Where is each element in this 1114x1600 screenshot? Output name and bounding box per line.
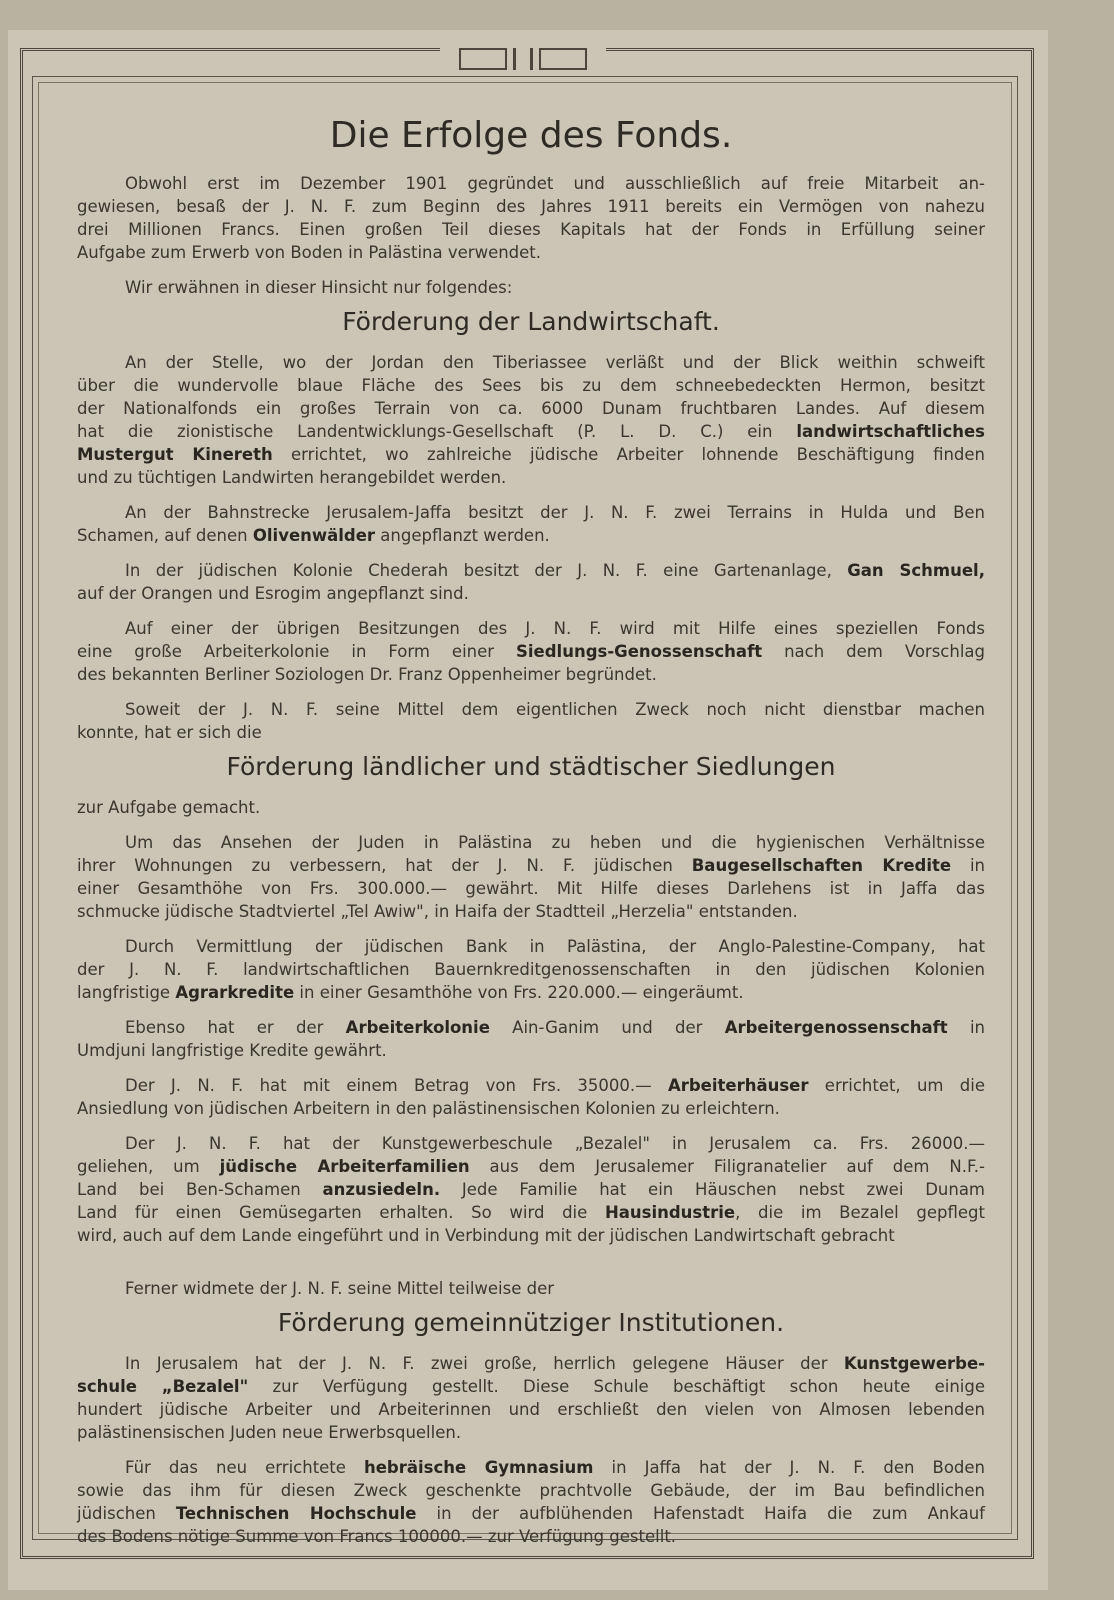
text-line (77, 443, 985, 466)
bold-text: landwirtschaftliches (796, 422, 985, 441)
paragraph (77, 1277, 985, 1300)
text-segment: Der J. N. F. hat mit einem Betrag von Frs. 35000.— (125, 1076, 668, 1095)
text-line (77, 276, 985, 299)
text-segment: angepflanzt werden. (375, 526, 550, 545)
text-segment: An der Bahnstrecke Jerusalem-Jaffa besitzt der J. N. F. zwei Terrains in Hulda und Ben (125, 503, 985, 522)
ornament-box-left (459, 48, 507, 70)
paragraph (77, 1352, 985, 1444)
text-segment: und zu tüchtigen Landwirten herangebildet werden. (77, 468, 507, 487)
bold-text: Agrarkredite (175, 983, 295, 1002)
text-segment: ihrer Wohnungen zu verbessern, hat der J. N. F. jüdischen (77, 856, 692, 875)
text-line (77, 854, 985, 877)
text-segment: konnte, hat er sich die (77, 723, 262, 742)
text-line (77, 900, 985, 923)
text-segment: in Jaffa hat der J. N. F. den Boden (593, 1458, 985, 1477)
text-segment: in (951, 856, 985, 875)
text-segment: der J. N. F. landwirtschaftlichen Bauernkreditgenossenschaften in den jüdischen Kolonien (77, 960, 985, 979)
bold-text: Olivenwälder (252, 526, 376, 545)
text-line (77, 935, 985, 958)
text-segment: hundert jüdische Arbeiter und Arbeiterinnen und erschließt den vielen von Almosen lebenden (77, 1400, 985, 1419)
text-line (77, 1502, 985, 1525)
text-segment: Obwohl erst im Dezember 1901 gegründet und ausschließlich auf freie Mitarbeit an- (125, 174, 985, 193)
section-heading: Förderung ländlicher und städtischer Siedlungen (226, 752, 836, 781)
text-line (77, 640, 985, 663)
text-segment: wird, auch auf dem Lande eingeführt und in Verbindung mit der jüdischen Landwirtschaft gebracht (77, 1226, 895, 1245)
text-line (77, 1352, 985, 1375)
text-segment: palästinensischen Juden neue Erwerbsquellen. (77, 1423, 462, 1442)
text-segment: über die wundervolle blaue Fläche des Sees bis zu dem schneebedeckten Hermon, besitzt (77, 376, 985, 395)
text-line (77, 1479, 985, 1502)
text-segment: drei Millionen Francs. Einen großen Teil dieses Kapitals hat der Fonds in Erfüllung seiner (77, 220, 985, 239)
text-segment: Aufgabe zum Erwerb von Boden in Palästina verwendet. (77, 243, 542, 262)
text-line (77, 1224, 985, 1247)
text-segment: in (947, 1018, 985, 1037)
paragraph (77, 1074, 985, 1120)
text-segment: nach dem Vorschlag (762, 642, 986, 661)
text-segment: hat die zionistische Landentwicklungs-Gesellschaft (P. L. D. C.) ein (77, 422, 797, 441)
top-ornament (440, 46, 606, 72)
paragraph (77, 617, 985, 686)
text-line (77, 698, 985, 721)
text-segment: in der aufblühenden Hafenstadt Haifa die zum Ankauf (416, 1504, 985, 1523)
text-line (77, 374, 985, 397)
text-line (77, 981, 985, 1004)
text-segment: zur Verfügung gestellt. Diese Schule beschäftigt schon heute einige (248, 1377, 985, 1396)
paragraph (77, 698, 985, 744)
text-segment: eine große Arbeiterkolonie in Form einer (77, 642, 517, 661)
section-heading: Förderung gemeinnütziger Institutionen. (277, 1308, 785, 1337)
bold-text: jüdische Arbeiterfamilien (219, 1157, 470, 1176)
text-line (77, 1525, 985, 1548)
text-segment: , die im Bezalel gepflegt (735, 1203, 985, 1222)
bold-text: Arbeiterkolonie (345, 1018, 490, 1037)
text-segment: Jede Familie hat ein Häuschen nebst zwei Dunam (440, 1180, 986, 1199)
bold-text: Hausindustrie (604, 1203, 736, 1222)
text-line (77, 582, 985, 605)
paragraph (77, 351, 985, 489)
text-segment: errichtet, wo zahlreiche jüdische Arbeiter lohnende Beschäftigung finden (272, 445, 986, 464)
text-segment: Um das Ansehen der Juden in Palästina zu heben und die hygienischen Verhältnisse (125, 833, 985, 852)
text-line (77, 351, 985, 374)
text-segment: gewiesen, besaß der J. N. F. zum Beginn des Jahres 1911 bereits ein Vermögen von nahezu (77, 197, 985, 216)
text-line (77, 1155, 985, 1178)
text-segment: Für das neu errichtete (125, 1458, 364, 1477)
paragraph (77, 831, 985, 923)
bold-text: Siedlungs-Genossenschaft (516, 642, 763, 661)
bold-text: schule „Bezalel" (77, 1377, 249, 1396)
text-segment: Ebenso hat er der (125, 1018, 346, 1037)
text-segment: jüdischen (77, 1504, 176, 1523)
text-line (77, 1201, 985, 1224)
text-segment: einer Gesamthöhe von Frs. 300.000.— gewährt. Mit Hilfe dieses Darlehens ist in Jaffa das (77, 879, 985, 898)
text-line (77, 617, 985, 640)
text-segment: schmucke jüdische Stadtviertel „Tel Awiw", in Haifa der Stadtteil „Herzelia" entstanden. (77, 902, 798, 921)
text-segment: des bekannten Berliner Soziologen Dr. Franz Oppenheimer begründet. (77, 665, 657, 684)
text-segment: Ferner widmete der J. N. F. seine Mittel teilweise der (125, 1279, 555, 1298)
text-line (77, 218, 985, 241)
text-line (77, 663, 985, 686)
text-segment: Ain-Ganim und der (489, 1018, 725, 1037)
text-segment: In der jüdischen Kolonie Chederah besitzt der J. N. F. eine Gartenanlage, (125, 561, 848, 580)
text-segment: auf der Orangen und Esrogim angepflanzt sind. (77, 584, 469, 603)
text-segment: An der Stelle, wo der Jordan den Tiberiassee verläßt und der Blick weithin schweift (125, 353, 985, 372)
text-line (77, 501, 985, 524)
text-line (77, 172, 985, 195)
section-heading: Förderung der Landwirtschaft. (342, 307, 720, 336)
text-line (77, 877, 985, 900)
bold-text: Arbeitergenossenschaft (724, 1018, 948, 1037)
text-line (77, 1375, 985, 1398)
text-segment: des Bodens nötige Summe von Francs 100000.— zur Verfügung gestellt. (77, 1527, 677, 1546)
text-segment: Soweit der J. N. F. seine Mittel dem eigentlichen Zweck noch nicht dienstbar machen (125, 700, 985, 719)
ornament-box-right (539, 48, 587, 70)
text-line (77, 1398, 985, 1421)
text-line (77, 195, 985, 218)
text-line (77, 1456, 985, 1479)
paragraph (77, 1132, 985, 1247)
text-segment: Land bei Ben-Schamen (77, 1180, 323, 1199)
bold-text: Arbeiterhäuser (667, 1076, 809, 1095)
text-line (77, 1016, 985, 1039)
bold-text: Mustergut Kinereth (77, 445, 273, 464)
paragraph (77, 796, 985, 819)
text-line (77, 420, 985, 443)
text-segment: In Jerusalem hat der J. N. F. zwei große, herrlich gelegene Häuser der (125, 1354, 844, 1373)
text-line (77, 1074, 985, 1097)
text-line (77, 397, 985, 420)
text-segment: Der J. N. F. hat der Kunstgewerbeschule „Bezalel" in Jerusalem ca. Frs. 26000.— (125, 1134, 985, 1153)
paragraph (77, 1016, 985, 1062)
bold-text: hebräische Gymnasium (363, 1458, 594, 1477)
text-line (77, 466, 985, 489)
text-line (77, 1132, 985, 1155)
text-line (77, 241, 985, 264)
text-line (77, 721, 985, 744)
paragraph (77, 935, 985, 1004)
text-line (77, 1277, 985, 1300)
text-line (77, 958, 985, 981)
text-segment: langfristige (77, 983, 176, 1002)
bold-text: Baugesellschaften Kredite (691, 856, 952, 875)
text-segment: aus dem Jerusalemer Filigranatelier auf dem N.F.- (469, 1157, 986, 1176)
text-line (77, 796, 985, 819)
paragraph (77, 501, 985, 547)
document-body (77, 112, 985, 1548)
text-line (77, 524, 985, 547)
bold-text: anzusiedeln. (322, 1180, 441, 1199)
text-segment: errichtet, um die (808, 1076, 985, 1095)
paragraph (77, 276, 985, 299)
text-segment: der Nationalfonds ein großes Terrain von ca. 6000 Dunam fruchtbaren Landes. Auf diesem (77, 399, 985, 418)
paragraph (77, 172, 985, 264)
text-segment: zur Aufgabe gemacht. (77, 798, 261, 817)
text-line (77, 1421, 985, 1444)
page-title: Die Erfolge des Fonds. (329, 115, 733, 156)
text-line (77, 1039, 985, 1062)
paragraph (77, 559, 985, 605)
text-segment: geliehen, um (77, 1157, 220, 1176)
text-segment: Wir erwähnen in dieser Hinsicht nur folgendes: (125, 278, 513, 297)
text-segment: Ansiedlung von jüdischen Arbeitern in den palästinensischen Kolonien zu erleichtern. (77, 1099, 780, 1118)
text-line (77, 1097, 985, 1120)
paragraph (77, 1456, 985, 1548)
text-line (77, 559, 985, 582)
text-segment: Durch Vermittlung der jüdischen Bank in Palästina, der Anglo-Palestine-Company, hat (125, 937, 985, 956)
text-segment: sowie das ihm für diesen Zweck geschenkte prachtvolle Gebäude, der im Bau befindlichen (77, 1481, 985, 1500)
bold-text: Gan Schmuel, (847, 561, 985, 580)
text-segment: in einer Gesamthöhe von Frs. 220.000.— eingeräumt. (294, 983, 744, 1002)
bold-text: Kunstgewerbe- (843, 1354, 985, 1373)
ornament-bar (513, 48, 533, 70)
text-line (77, 831, 985, 854)
text-segment: Land für einen Gemüsegarten erhalten. So wird die (77, 1203, 605, 1222)
text-segment: Auf einer der übrigen Besitzungen des J. N. F. wird mit Hilfe eines speziellen Fonds (125, 619, 985, 638)
text-line (77, 1178, 985, 1201)
bold-text: Technischen Hochschule (175, 1504, 417, 1523)
text-segment: Schamen, auf denen (77, 526, 253, 545)
text-segment: Umdjuni langfristige Kredite gewährt. (77, 1041, 387, 1060)
